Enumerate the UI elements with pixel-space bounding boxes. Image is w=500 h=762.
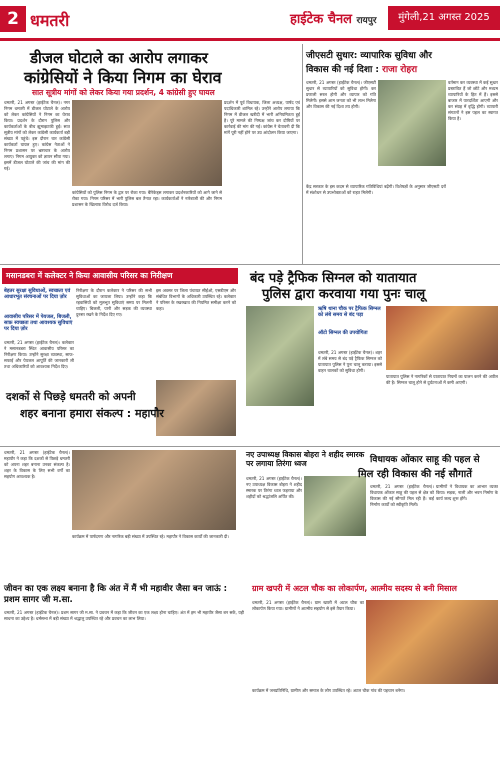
section-title: धमतरी [30, 11, 70, 30]
traffic-photo [246, 306, 314, 406]
goal-headline: जीवन का एक लक्ष्य बनाना है कि अंत में मैं भी महावीर जैसा बन जाऊं : प्रशम सागर जी म.सा. [4, 584, 228, 605]
jcc-text-col-3: वर्तमान कर व्यवस्था में कई सुधार प्रस्तावित हैं जो छोटे और मध्यम व्यापारियों के हित में हैं। इससे बाजार में पारदर्शिता आएगी और कर संग्रह में वृद्धि होगी। व्यापारी संगठनों ने इस पहल का स्वागत किया है। [448, 80, 498, 121]
gram-text-2: कार्यक्रम में जनप्रतिनिधि, ग्रामीण और समाज के लोग उपस्थित रहे। अटल चौक गांव की पहचान बनेगा। [252, 688, 406, 693]
omkar-text-col-1: धमतरी, 21 अगस्त (हाईटेक चैनल)। विधायक ओंकार साहू की पहल से क्षेत्र को विकास की नई सौगातें मिल रही हैं। कई निर्माण कार्यों को स्वीकृति मिली। [370, 484, 434, 507]
traffic-bullet-1: ऋषि थाना चौक पर ट्रैफिक सिग्नल को लंबे समय से बंद पड़ा [318, 306, 381, 318]
collector-bullet-1: बेहतर सुरक्षा सुविधाओं, स्वच्छता एवं आधारभूत संरचनाओं पर दिया ज़ोर [4, 288, 71, 300]
section-rule [0, 264, 500, 265]
jcc-headline-1: जीएसटी सुधार: व्यापारिक सुविधा और [306, 51, 432, 61]
header-divider [0, 38, 500, 41]
lead-photo-caption: कांग्रेसियों को पुलिस निगम के द्वार पर रोका गया। बैरिकेड्स लगाकर प्रदर्शनकारियों को आगे जाने से रोका गया। निगम परिसर में भारी पुलिस बल तैनात रहा। कार्यकर्ताओं ने नारेबाजी की और निगम प्रशासन के खिलाफ विरोध दर्ज किया। [72, 190, 222, 207]
column-rule [302, 44, 303, 264]
jcc-headline-2: विकास की नई दिशा : राजा रोहरा [306, 65, 418, 75]
lead-text-col-3: प्रदर्शन में पूर्व विधायक, जिला अध्यक्ष, पार्षद एवं पदाधिकारी शामिल रहे। उन्होंने आरोप लगाया कि निगम में डीजल खरीदी में भारी अनियमितता हुई है। पूरे मामले की निष्पक्ष जांच कर दोषियों पर कार्रवाई की मांग की गई। कांग्रेस ने चेतावनी दी कि मांगें पूरी नहीं होने पर उग्र आंदोलन किया जाएगा। [224, 100, 300, 135]
martyr-text-col-1: धमतरी, 21 अगस्त (हाईटेक चैनल)। नए उपाध्यक्ष विकास बोहरा ने शहीद स्मारक पर तिरंगा ध्वज फहराया और शहीदों को श्रद्धांजलि अर्पित की। [246, 476, 302, 499]
author-photo [378, 80, 446, 166]
masthead [0, 0, 500, 44]
martyr-photo [304, 476, 366, 536]
pledge-text-col-1: धमतरी, 21 अगस्त (हाईटेक चैनल)। महापौर ने कहा कि दशकों से पिछड़े धमतरी को अपना शहर बनाना उनका संकल्प है। शहर के विकास के लिए सभी वर्गों का सहयोग आवश्यक है। [4, 450, 70, 479]
omkar-text-col-2: ग्रामीणों ने विधायक का आभार व्यक्त किया। सड़क, नाली और भवन निर्माण के कार्य जल्द शुरू होंगे। [436, 484, 498, 501]
lead-photo [72, 100, 222, 186]
pledge-headline-2: शहर बनाना हमारा संकल्प : महापौर [20, 407, 164, 420]
collector-text-col-2: निरीक्षण के दौरान कलेक्टर ने परिसर की सभी सुविधाओं का जायजा लिया। उन्होंने कहा कि रहवासियों को मूलभूत सुविधाएं समय पर मिलनी चाहिए। बिजली, पानी और सड़क की व्यवस्था दुरुस्त रखने के निर्देश दिए गए। [76, 288, 152, 317]
paper-name: हाईटेक चैनल रायपुर [290, 12, 377, 27]
section-rule-2 [0, 446, 500, 447]
gram-text: धमतरी, 21 अगस्त (हाईटेक चैनल)। ग्राम खपरी में अटल चौक का लोकार्पण किया गया। ग्रामीणों ने आत्मीय सहयोग से इसे तैयार किया। [252, 600, 364, 611]
traffic-bullet-2: ऑटो सिग्नल की उपयोगिता [318, 330, 368, 336]
lead-subheadline: सात सूत्रीय मांगों को लेकर किया गया प्रदर्शन, 4 कांग्रेसी हुए घायल [32, 88, 215, 97]
omkar-headline-2: मिल रही विकास की नई सौगातें [358, 469, 472, 480]
goal-text: धमतरी, 21 अगस्त (हाईटेक चैनल)। प्रशम सागर जी म.सा. ने प्रवचन में कहा कि जीवन का एक लक्ष्य होना चाहिए। अंत में हम भी महावीर जैसा बन सकें, यही साधना का उद्देश्य है। धर्मसभा में बड़ी संख्या में श्रद्धालु उपस्थित रहे और प्रवचन का लाभ लिया। [4, 610, 244, 621]
date-box: मुंगेली,21 अगस्त 2025 [388, 6, 500, 30]
jcc-text-col-2: केंद्र सरकार के इस कदम से व्यापारिक गतिविधियां बढ़ेंगी। विशेषज्ञों के अनुसार जीएसटी दरों में संशोधन से उपभोक्ताओं को राहत मिलेगी। [306, 184, 446, 195]
collector-bullet-2: आवासीय परिसर में पेयजल, बिजली, साफ़ स्वच्छता तथा आवश्यक सुविधाएं पर दिया ज़ोर [4, 314, 73, 332]
lead-headline-2: कांग्रेसियों ने किया निगम का घेराव [24, 68, 222, 87]
gram-photo [366, 600, 498, 684]
collector-text-col-3: इस अवसर पर जिला पंचायत सीईओ, एसडीएम और संबंधित विभागों के अधिकारी उपस्थित रहे। कलेक्टर ने परिसर के रखरखाव की नियमित समीक्षा करने को कहा। [156, 288, 236, 311]
pledge-text-col-2: कार्यक्रम में पार्षदगण और नागरिक बड़ी संख्या में उपस्थित रहे। महापौर ने विकास कार्यों की जानकारी दी। [72, 534, 229, 539]
page-number: 2 [0, 6, 26, 32]
collector-photo [156, 380, 236, 436]
traffic-headline-1: बंद पड़े ट्रैफिक सिग्नल को यातायात [250, 271, 417, 286]
lead-text-col-1: धमतरी, 21 अगस्त (हाईटेक चैनल)। नगर निगम धमतरी में डीजल घोटाले के आरोप को लेकर कांग्रेसियों ने निगम का घेराव किया। प्रदर्शन के दौरान पुलिस और कार्यकर्ताओं के बीच झूमाझटकी हुई। सात सूत्रीय मांगों को लेकर कांग्रेसी कार्यकर्ता बड़ी संख्या में पहुंचे। इस दौरान चार कांग्रेसी कार्यकर्ता घायल हुए। कांग्रेस नेताओं ने निगम प्रशासन पर भ्रष्टाचार के आरोप लगाए। निगम आयुक्त को ज्ञापन सौंपा गया। इसमें डीजल घोटाले की जांच की मांग की गई। [4, 100, 70, 171]
traffic-headline-2: पुलिस द्वारा करवाया गया पुनः चालू [262, 287, 426, 302]
collector-headline: मसानडबरा में कलेक्टर ने किया आवासीय परिसर का निरीक्षण [2, 268, 238, 284]
jcc-text-col-1: धमतरी, 21 अगस्त (हाईटेक चैनल)। जीएसटी सुधार से व्यापारियों को सुविधा होगी। कर प्रणाली सरल होगी और व्यापार को गति मिलेगी। इससे आम जनता को भी लाभ मिलेगा और विकास की नई दिशा तय होगी। [306, 80, 376, 109]
martyr-headline: नए उपाध्यक्ष विकास बोहरा ने शहीद स्मारक पर लगाया तिरंगा ध्वज [246, 450, 365, 468]
gram-headline: ग्राम खपरी में अटल चौक का लोकार्पण, आत्मीय सदस्य से बनी मिसाल [252, 584, 457, 593]
traffic-text-col-1: धमतरी, 21 अगस्त (हाईटेक चैनल)। शहर में लंबे समय से बंद पड़े ट्रैफिक सिग्नल को यातायात पुलिस ने पुनः चालू कराया। इससे वाहन चालकों को सुविधा होगी। [318, 350, 382, 373]
omkar-headline-1: विधायक ओंकार साहू की पहल से [370, 455, 480, 465]
pledge-headline-1: दशकों से पिछड़े धमतरी को अपनी [6, 391, 136, 403]
traffic-signal-photo [386, 306, 498, 370]
traffic-text-col-2: यातायात पुलिस ने नागरिकों से यातायात नियमों का पालन करने की अपील की है। सिग्नल चालू होने से दुर्घटनाओं में कमी आएगी। [386, 374, 498, 385]
lead-headline-1: डीजल घोटाले का आरोप लगाकर [30, 49, 208, 67]
collector-text-col-1: धमतरी, 21 अगस्त (हाईटेक चैनल)। कलेक्टर ने मसानडबरा स्थित आवासीय परिसर का निरीक्षण किया। उन्होंने सुरक्षा व्यवस्था, साफ-सफाई और पेयजल आपूर्ति की जानकारी ली तथा अधिकारियों को आवश्यक निर्देश दिए। [4, 340, 74, 369]
pledge-photo [72, 450, 236, 530]
